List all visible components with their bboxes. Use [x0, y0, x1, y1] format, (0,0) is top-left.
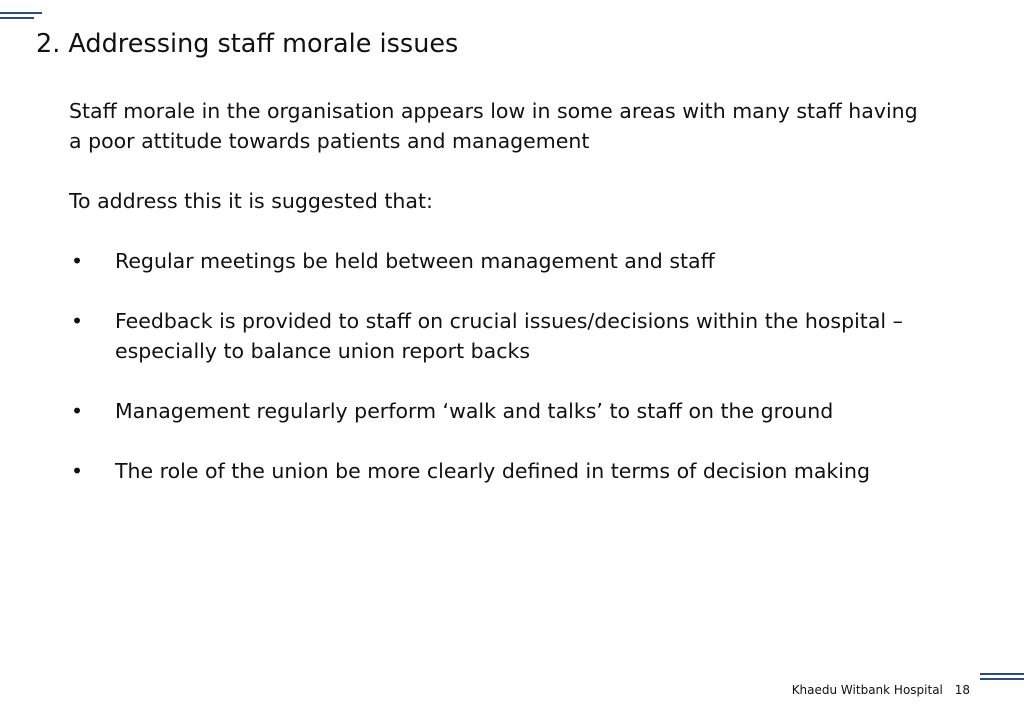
list-item — [69, 246, 929, 276]
page-number: 18 — [954, 683, 970, 697]
list-item-text: Management regularly perform ‘walk and talks’ to staff on the ground — [115, 399, 834, 423]
bottom-right-decoration — [980, 673, 1024, 683]
decoration-line — [980, 678, 1024, 680]
list-item — [69, 456, 929, 486]
decoration-line — [0, 17, 34, 19]
lead-in-paragraph: To address this it is suggested that: — [69, 189, 433, 213]
bullet-icon: • — [71, 249, 84, 273]
list-item — [69, 396, 929, 426]
slide-footer — [792, 682, 970, 698]
suggestions-list — [69, 246, 929, 486]
list-item-text: Regular meetings be held between management and staff — [115, 249, 715, 273]
footer-organisation: Khaedu Witbank Hospital — [791, 683, 943, 697]
list-item-text: Feedback is provided to staff on crucial issues/decisions within the hospital – especially to balance union report backs — [115, 309, 903, 363]
list-item — [69, 306, 929, 366]
slide-body — [69, 96, 929, 516]
bullet-icon: • — [71, 399, 84, 423]
list-item-text: The role of the union be more clearly defined in terms of decision making — [115, 459, 870, 483]
top-left-decoration — [0, 12, 42, 22]
bullet-icon: • — [71, 459, 84, 483]
decoration-line — [0, 12, 42, 14]
slide-title: 2. Addressing staff morale issues — [36, 29, 459, 59]
bullet-icon: • — [71, 309, 84, 333]
intro-paragraph: Staff morale in the organisation appears low in some areas with many staff having a poor attitude towards patients and management — [69, 99, 918, 153]
decoration-line — [980, 673, 1024, 675]
